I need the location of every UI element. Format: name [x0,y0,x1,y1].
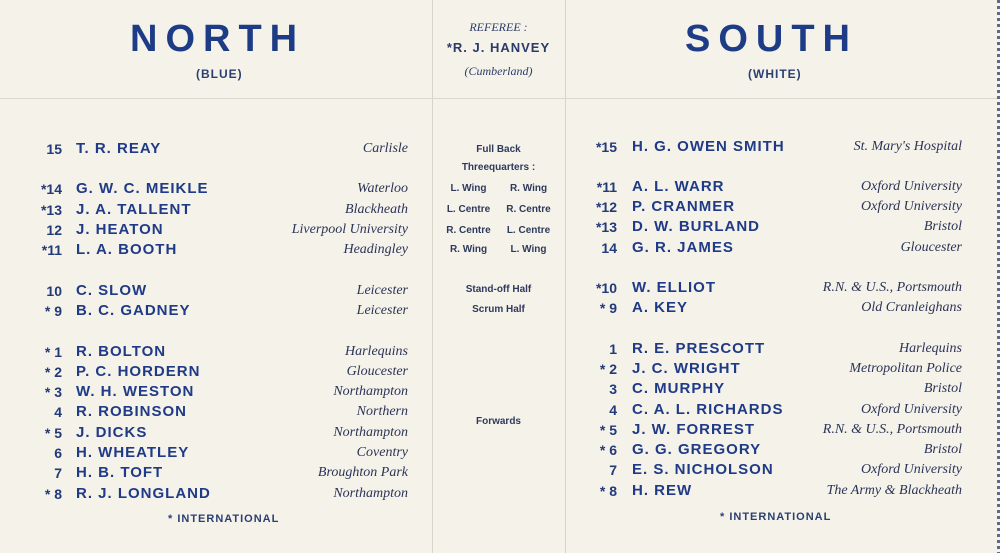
referee-name: *R. J. HANVEY [446,40,551,55]
jersey-number: * 6 [599,442,617,458]
player-name: C. A. L. RICHARDS [632,401,784,418]
position-scrum-half: Scrum Half [472,304,525,315]
player-club: Northampton [333,425,408,440]
position-forwards: Forwards [475,416,521,427]
jersey-number: * 1 [44,344,62,360]
jersey-number: 7 [54,465,62,481]
player-name: J. HEATON [76,221,164,238]
jersey-number: 1 [609,341,617,357]
player-club: The Army & Blackheath [826,483,962,498]
player-club: Old Cranleighans [861,300,962,315]
position-centres-1 [432,204,565,215]
jersey-number: 4 [609,402,617,418]
player-club: Oxford University [861,199,962,214]
jersey-number: 4 [54,404,62,420]
north-title: NORTH [130,18,306,60]
jersey-number: *14 [40,181,62,197]
position-l-wing-2: L. Wing [510,244,547,255]
header-divider [0,98,1000,99]
player-club: Carlisle [362,141,408,156]
jersey-number: 10 [46,283,62,299]
player-name: B. C. GADNEY [76,302,191,319]
position-r-centre: R. Centre [506,204,551,215]
player-club: Oxford University [861,179,962,194]
position-stand-off: Stand-off Half [465,284,532,295]
player-club: Leicester [356,283,408,298]
player-club: St. Mary's Hospital [853,139,962,154]
south-footnote: * INTERNATIONAL [720,511,832,523]
player-name: J. DICKS [76,424,148,441]
player-name: J. C. WRIGHT [632,360,741,377]
jersey-number: * 3 [44,384,62,400]
south-player-row [0,460,1000,480]
player-name: D. W. BURLAND [632,218,760,235]
player-name: G. G. GREGORY [632,441,762,458]
jersey-number: * 9 [44,303,62,319]
player-club: Harlequins [899,341,962,356]
player-club: Gloucester [346,364,408,379]
player-name: J. A. TALLENT [76,201,192,218]
position-wings-1 [432,183,565,194]
jersey-number: 12 [46,222,62,238]
jersey-number: 7 [609,462,617,478]
jersey-number: 15 [46,141,62,157]
jersey-number: *11 [41,242,62,258]
player-name: C. SLOW [76,282,148,299]
player-name: R. E. PRESCOTT [632,340,766,357]
player-club: Metropolitan Police [849,361,962,376]
position-threequarters: Threequarters : [461,162,536,173]
player-club: Northern [356,404,408,419]
player-club: Blackheath [345,202,408,217]
player-club: Oxford University [861,462,962,477]
position-l-centre: L. Centre [446,204,491,215]
player-club: Bristol [923,381,962,396]
player-club: Waterloo [357,181,408,196]
jersey-number: *15 [595,139,617,155]
south-player-row [0,440,1000,460]
player-name: W. H. WESTON [76,383,195,400]
south-title: SOUTH [685,18,858,60]
player-club: Bristol [923,442,962,457]
south-player-row [0,481,1000,501]
jersey-number: *11 [596,179,617,195]
position-r-wing: R. Wing [509,183,548,194]
jersey-number: *10 [595,280,617,296]
jersey-number: * 9 [599,300,617,316]
position-l-centre-2: L. Centre [506,225,551,236]
player-name: R. ROBINSON [76,403,188,420]
south-player-row [0,379,1000,399]
player-club: Leicester [356,303,408,318]
jersey-number: * 8 [599,483,617,499]
jersey-number: *12 [595,199,617,215]
player-name: H. G. OWEN SMITH [632,138,785,155]
player-club: Coventry [356,445,408,460]
player-name: P. CRANMER [632,198,736,215]
south-player-row [0,339,1000,359]
player-club: Bristol [923,219,962,234]
jersey-number: *13 [40,202,62,218]
jersey-number: 3 [609,381,617,397]
jersey-number: 6 [54,445,62,461]
player-name: C. MURPHY [632,380,726,397]
player-name: L. A. BOOTH [76,241,178,258]
referee-county: (Cumberland) [464,64,533,78]
player-name: R. J. LONGLAND [76,485,211,502]
position-full-back: Full Back [476,144,521,155]
player-club: Headingley [343,242,408,257]
south-colour: (WHITE) [748,67,802,81]
player-club: Broughton Park [317,465,408,480]
position-centres-2 [432,225,565,236]
player-club: R.N. & U.S., Portsmouth [822,422,962,437]
player-club: Liverpool University [291,222,408,237]
player-name: R. BOLTON [76,343,167,360]
player-club: Northampton [333,486,408,501]
player-club: Gloucester [900,240,962,255]
player-name: A. L. WARR [632,178,725,195]
north-footnote: * INTERNATIONAL [168,513,280,525]
position-r-wing-2: R. Wing [449,244,488,255]
north-colour: (BLUE) [196,67,243,81]
player-name: T. R. REAY [76,140,162,157]
player-name: J. W. FORREST [632,421,756,438]
player-club: Northampton [333,384,408,399]
south-player-row [0,359,1000,379]
player-name: G. R. JAMES [632,239,734,256]
position-l-wing: L. Wing [450,183,487,194]
player-name: H. WHEATLEY [76,444,190,461]
jersey-number: * 2 [599,361,617,377]
player-club: Harlequins [345,344,408,359]
player-name: W. ELLIOT [632,279,716,296]
jersey-number: * 8 [44,486,62,502]
position-r-centre-2: R. Centre [446,225,491,236]
position-wings-2 [432,244,565,255]
player-name: A. KEY [632,299,689,316]
player-name: G. W. C. MEIKLE [76,180,209,197]
jersey-number: * 5 [44,425,62,441]
player-club: R.N. & U.S., Portsmouth [822,280,962,295]
player-name: E. S. NICHOLSON [632,461,774,478]
jersey-number: * 5 [599,422,617,438]
player-name: H. REW [632,482,693,499]
player-name: H. B. TOFT [76,464,164,481]
jersey-number: * 2 [44,364,62,380]
jersey-number: *13 [595,219,617,235]
player-club: Oxford University [861,402,962,417]
referee-label: REFEREE : [469,20,528,34]
player-name: P. C. HORDERN [76,363,201,380]
jersey-number: 14 [601,240,617,256]
